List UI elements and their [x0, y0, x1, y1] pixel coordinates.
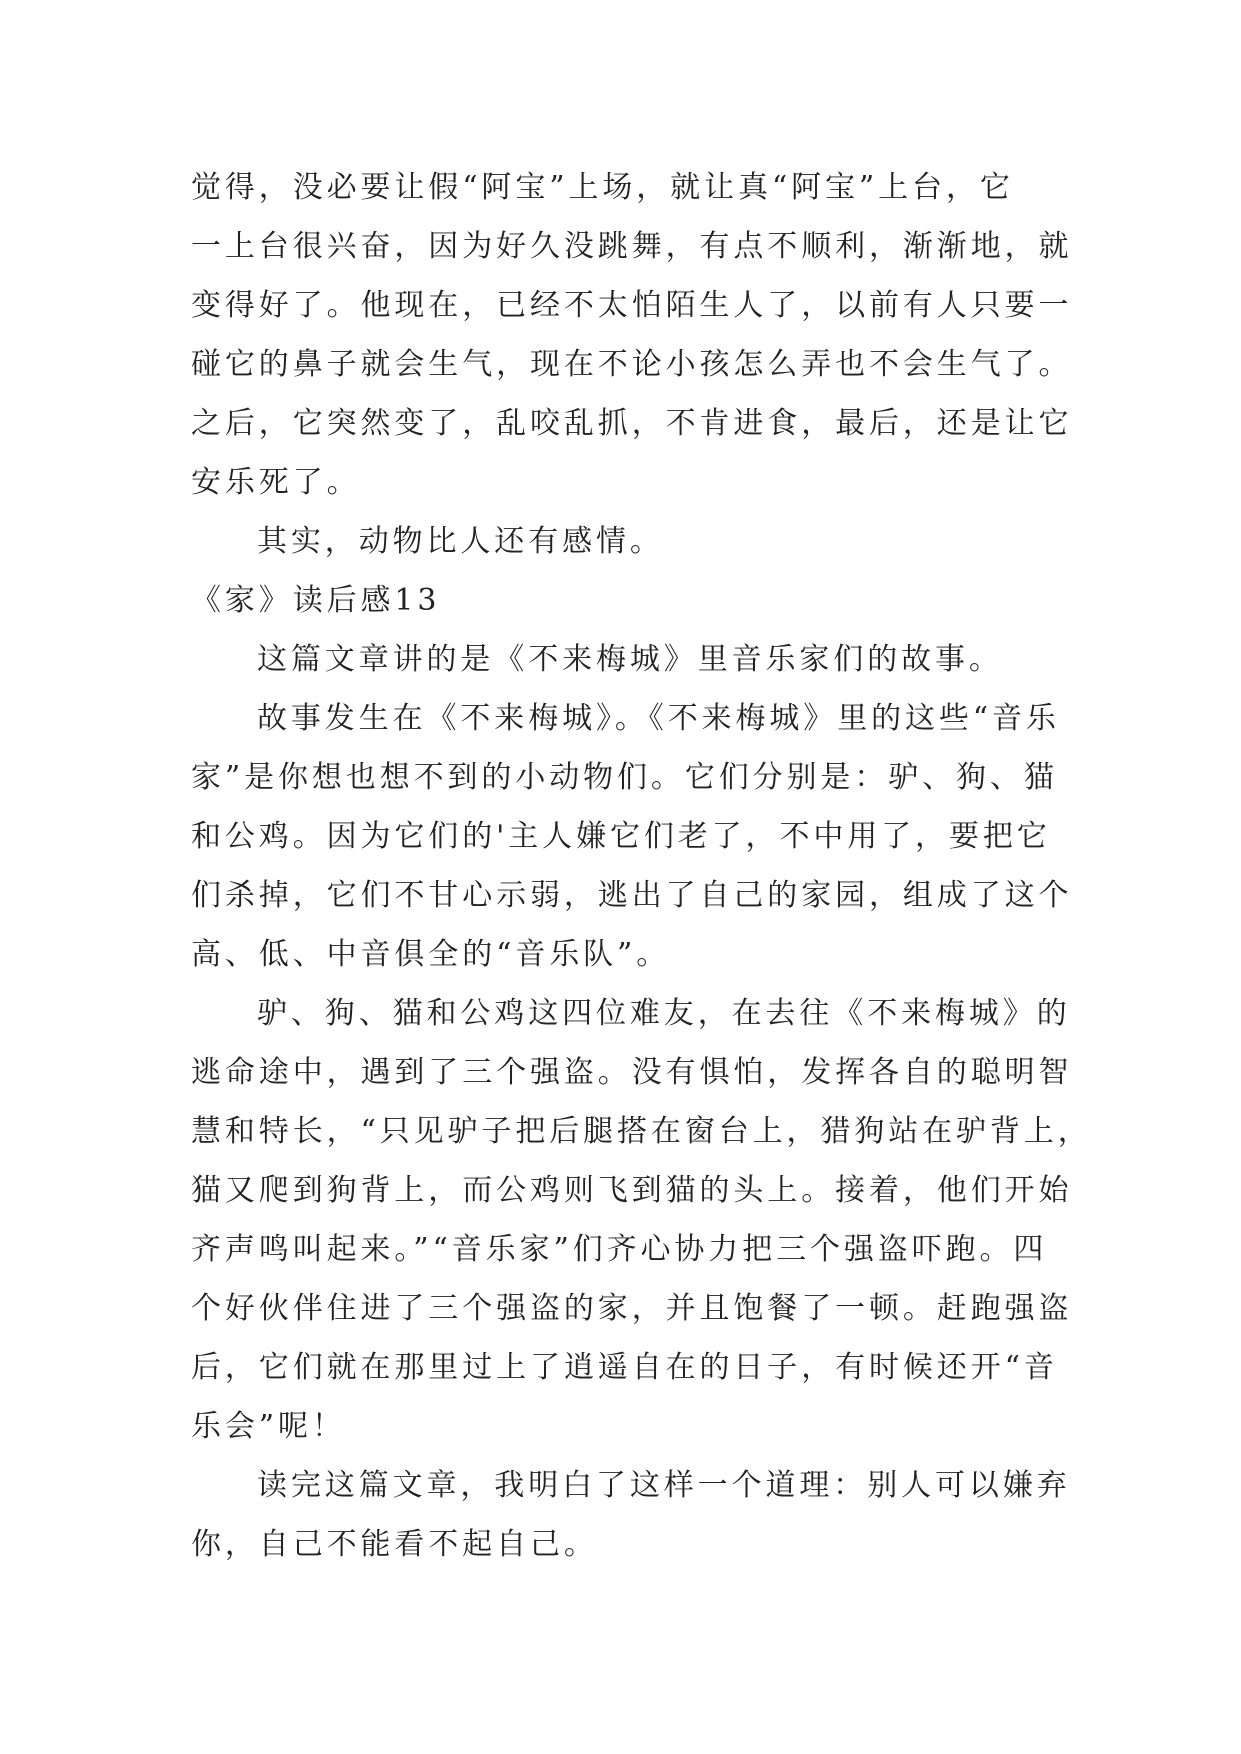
text-line: 逃命途中，遇到了三个强盗。没有惧怕，发挥各自的聪明智 — [191, 1055, 1073, 1090]
text-line: 慧和特长，“只见驴子把后腿搭在窗台上，猎狗站在驴背上， — [191, 1114, 1092, 1149]
text-line: 之后，它突然变了，乱咬乱抓，不肯进食，最后，还是让它 — [191, 406, 1073, 441]
text-line: 个好伙伴住进了三个强盗的家，并且饱餐了一顿。赶跑强盗 — [191, 1291, 1073, 1326]
paragraph-3 — [191, 984, 1092, 1456]
text-line: 碰它的鼻子就会生气，现在不论小孩怎么弄也不会生气了。 — [191, 347, 1073, 382]
text-line: 读完这篇文章，我明白了这样一个道理：别人可以嫌弃 — [257, 1468, 1071, 1503]
continued-paragraph — [191, 158, 1073, 512]
text-line: 乐会”呢！ — [191, 1409, 346, 1444]
text-line: 家”是你想也想不到的小动物们。它们分别是：驴、狗、猫 — [191, 760, 1058, 795]
section-heading: 《家》读后感13 — [191, 583, 441, 618]
paragraph-2 — [191, 689, 1073, 984]
text-line: 和公鸡。因为它们的'主人嫌它们老了，不中用了，要把它 — [191, 819, 1051, 854]
text-line: 后，它们就在那里过上了逍遥自在的日子，有时候还开“音 — [191, 1350, 1058, 1385]
text-line: 齐声鸣叫起来。”“音乐家”们齐心协力把三个强盗吓跑。四 — [191, 1232, 1048, 1267]
text-line: 你，自己不能看不起自己。 — [191, 1527, 598, 1562]
text-line: 变得好了。他现在，已经不太怕陌生人了，以前有人只要一 — [191, 288, 1073, 323]
text-line: 驴、狗、猫和公鸡这四位难友，在去往《不来梅城》的 — [257, 996, 1071, 1031]
closing-line: 其实，动物比人还有感情。 — [257, 524, 664, 559]
text-line: 猫又爬到狗背上，而公鸡则飞到猫的头上。接着，他们开始 — [191, 1173, 1073, 1208]
text-line: 一上台很兴奋，因为好久没跳舞，有点不顺利，渐渐地，就 — [191, 229, 1073, 264]
text-line: 觉得，没必要让假“阿宝”上场，就让真“阿宝”上台，它 — [191, 170, 1014, 205]
text-line: 们杀掉，它们不甘心示弱，逃出了自己的家园，组成了这个 — [191, 878, 1073, 913]
paragraph-4 — [191, 1456, 1071, 1574]
text-line: 故事发生在《不来梅城》。《不来梅城》里的这些“音乐 — [257, 701, 1060, 736]
text-line: 高、低、中音俱全的“音乐队”。 — [191, 937, 671, 972]
text-line: 安乐死了。 — [191, 465, 361, 500]
document-page — [191, 158, 1092, 1574]
intro-paragraph: 这篇文章讲的是《不来梅城》里音乐家们的故事。 — [257, 642, 1003, 677]
